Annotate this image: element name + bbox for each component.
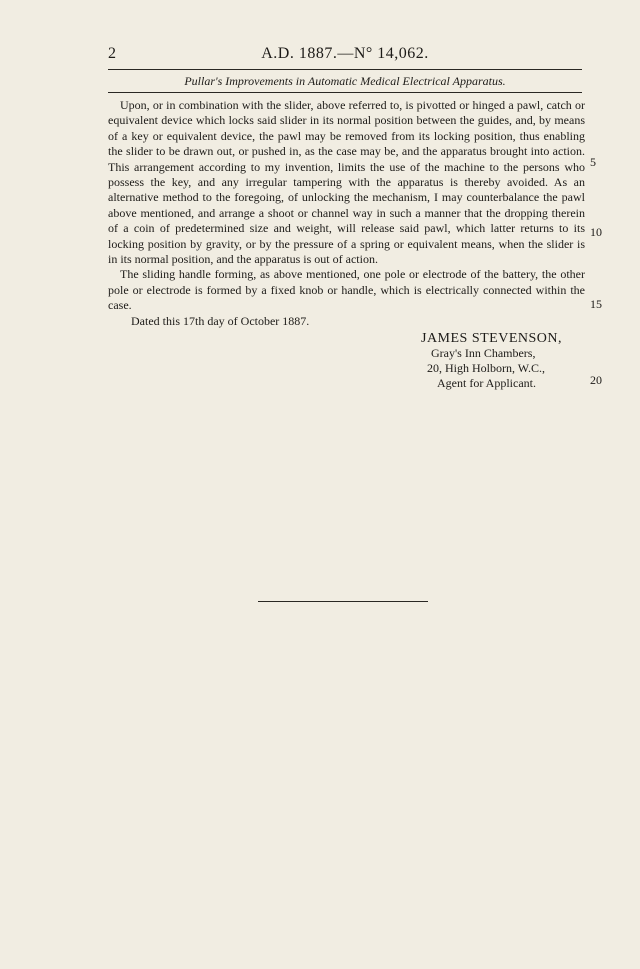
body-paragraph-1: Upon, or in combination with the slider, above referred to, is pivotted or hinged a pawl, catch or equivalent device which locks said slider in its normal position between the guides, and, by means of a key or equivalent device, the pawl may be removed from its locking position, thus enabling the slider to be drawn out, or pushed in, as the case may be, and the apparatus brought into action. This arrangement according to my invention, limits the use of the machine to the persons who possess the key, and any irregular tampering with the apparatus is thereby avoided. As an alternative method to the foregoing, of unlocking the mechanism, I may counterbalance the pawl above mentioned, and arrange a shoot or channel way in such a manner that the dropping therein of a coin of predetermined size and weight, will release said pawl, which latter returns to its locking position by gravity, or by the pressure of a spring or equivalent means, when the slider is in its normal position, and the apparatus is out of action. [108, 98, 585, 267]
body-paragraph-2: The sliding handle forming, as above mentioned, one pole or electrode of the battery, the other pole or electrode is formed by a fixed knob or handle, which is electrically connected within the case. [108, 267, 585, 313]
signatory-name: JAMES STEVENSON, [421, 331, 563, 346]
line-number-10: 10 [590, 225, 602, 239]
line-number-20: 20 [590, 373, 602, 387]
signature-block [421, 331, 591, 391]
specification-body [108, 98, 585, 314]
header-rule-bottom [108, 92, 582, 93]
signatory-address-line-2: 20, High Holborn, W.C., [427, 361, 546, 375]
line-number-5: 5 [590, 155, 596, 169]
signatory-role: Agent for Applicant. [437, 376, 536, 390]
line-number-15: 15 [590, 297, 602, 311]
header-rule-top [108, 69, 582, 70]
running-title: Pullar's Improvements in Automatic Medical Electrical Apparatus. [184, 74, 506, 88]
page-number: 2 [108, 45, 116, 62]
patent-number: A.D. 1887.—N° 14,062. [261, 45, 429, 62]
page-header [108, 44, 582, 66]
end-rule [258, 601, 428, 602]
signatory-address-line-1: Gray's Inn Chambers, [431, 346, 536, 360]
dated-line: Dated this 17th day of October 1887. [131, 314, 310, 328]
